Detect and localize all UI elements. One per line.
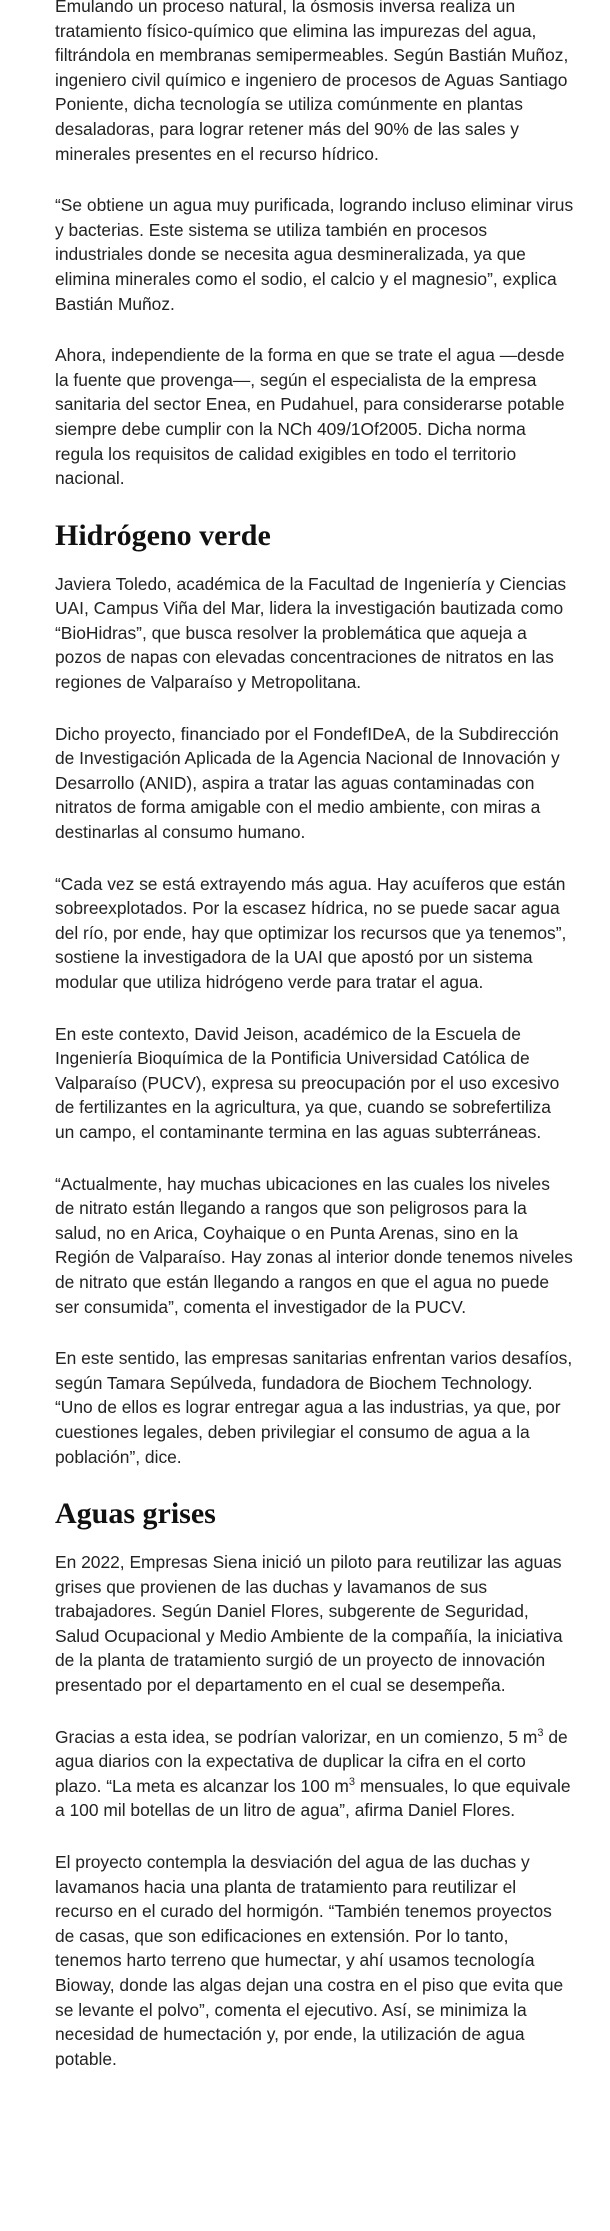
paragraph: En 2022, Empresas Siena inició un piloto para reutilizar las aguas grises que provienen de las duchas y lavamanos de sus trabajadores. Según Daniel Flores, subgerente de Seguridad, Salud Ocupacional y Medio Ambiente de la compañía, la iniciativa de la planta de tratamiento surgió de un proyecto de innovación presentado por el departamento en el cual se desempeña. (55, 1552, 563, 1696)
superscript: 3 (537, 1726, 544, 1739)
section-heading-aguas-grises: Aguas grises (55, 1497, 216, 1531)
paragraph: Emulando un proceso natural, la ósmosis inversa realiza un tratamiento físico-químico que elimina las impurezas del agua, filtrándola en membranas semipermeables. Según Bastián Muñoz, ingeniero civil químico e ingeniero de procesos de Aguas Santiago Poniente, dicha tecnología se utiliza comúnmente en plantas desaladoras, para lograr retener más del 90% de las sales y minerales presentes en el recurso hídrico. (55, 0, 569, 164)
text-run: mensuales, lo que equivale a 100 mil botellas de un litro de agua”, afirma Daniel Flores. (55, 1775, 571, 1821)
text-run: de agua diarios con la expectativa de duplicar la cifra en el corto plazo. “La meta es alcanzar los 100 m (55, 1726, 568, 1796)
section-heading-hidrogeno-verde: Hidrógeno verde (55, 518, 271, 552)
paragraph: Dicho proyecto, financiado por el FondefIDeA, de la Subdirección de Investigación Aplicada de la Agencia Nacional de Innovación y Desarrollo (ANID), aspira a tratar las aguas contaminadas con nitratos de forma amigable con el medio ambiente, con miras a destinarlas al consumo humano. (55, 723, 560, 843)
paragraph-with-units (55, 1725, 574, 1823)
paragraph: En este sentido, las empresas sanitarias enfrentan varios desafíos, según Tamara Sepúlveda, fundadora de Biochem Technology. “Uno de ellos es lograr entregar agua a las industrias, ya que, por cuestiones legales, deben privilegiar el consumo de agua a la población”, dice. (55, 1348, 573, 1467)
paragraph: “Se obtiene un agua muy purificada, logrando incluso eliminar virus y bacterias. Este sistema se utiliza también en procesos industriales donde se necesita agua desmineralizada, ya que elimina minerales como el sodio, el calcio y el magnesio”, explica Bastián Muñoz. (55, 195, 574, 314)
paragraph: Javiera Toledo, académica de la Facultad de Ingeniería y Ciencias UAI, Campus Viña del Mar, lidera la investigación bautizada como “BioHidras”, que busca resolver la problemática que aqueja a pozos de napas con elevadas concentraciones de nitratos en las regiones de Valparaíso y Metropolitana. (55, 573, 567, 693)
paragraph: Ahora, independiente de la forma en que se trate el agua —desde la fuente que provenga—, según el especialista de la empresa sanitaria del sector Enea, en Pudahuel, para considerarse potable siempre debe cumplir con la NCh 409/1Of2005. Dicha norma regula los requisitos de calidad exigibles en todo el territorio nacional. (55, 345, 565, 489)
text-run: Gracias a esta idea, se podrían valorizar, en un comienzo, 5 m (55, 1726, 538, 1747)
paragraph: El proyecto contempla la desviación del agua de las duchas y lavamanos hacia una planta de tratamiento para reutilizar el recurso en el curado del hormigón. “También tenemos proyectos de casas, que son edificaciones en extensión. Por lo tanto, tenemos harto terreno que humectar, y ahí usamos tecnología Bioway, donde las algas dejan una costra en el piso que evita que se levante el polvo”, comenta el ejecutivo. Así, se minimiza la necesidad de humectación y, por ende, la utilización de agua potable. (55, 1852, 564, 2069)
paragraph: “Actualmente, hay muchas ubicaciones en las cuales los niveles de nitrato están llegando a rangos que son peligrosos para la salud, no en Arica, Coyhaique o en Punta Arenas, sino en la Región de Valparaíso. Hay zonas al interior donde tenemos niveles de nitrato que están llegando a rangos en que el agua no puede ser consumida”, comenta el investigador de la PUCV. (55, 1173, 573, 1317)
superscript: 3 (348, 1776, 355, 1789)
paragraph: En este contexto, David Jeison, académico de la Escuela de Ingeniería Bioquímica de la Pontificia Universidad Católica de Valparaíso (PUCV), expresa su preocupación por el uso excesivo de fertilizantes en la agricultura, ya que, cuando se sobrefertiliza un campo, el contaminante termina en las aguas subterráneas. (55, 1023, 560, 1142)
paragraph: “Cada vez se está extrayendo más agua. Hay acuíferos que están sobreexplotados. Por la escasez hídrica, no se puede sacar agua del río, por ende, hay que optimizar los recursos que ya tenemos”, sostiene la investigadora de la UAI que apostó por un sistema modular que utiliza hidrógeno verde para tratar el agua. (55, 873, 567, 992)
